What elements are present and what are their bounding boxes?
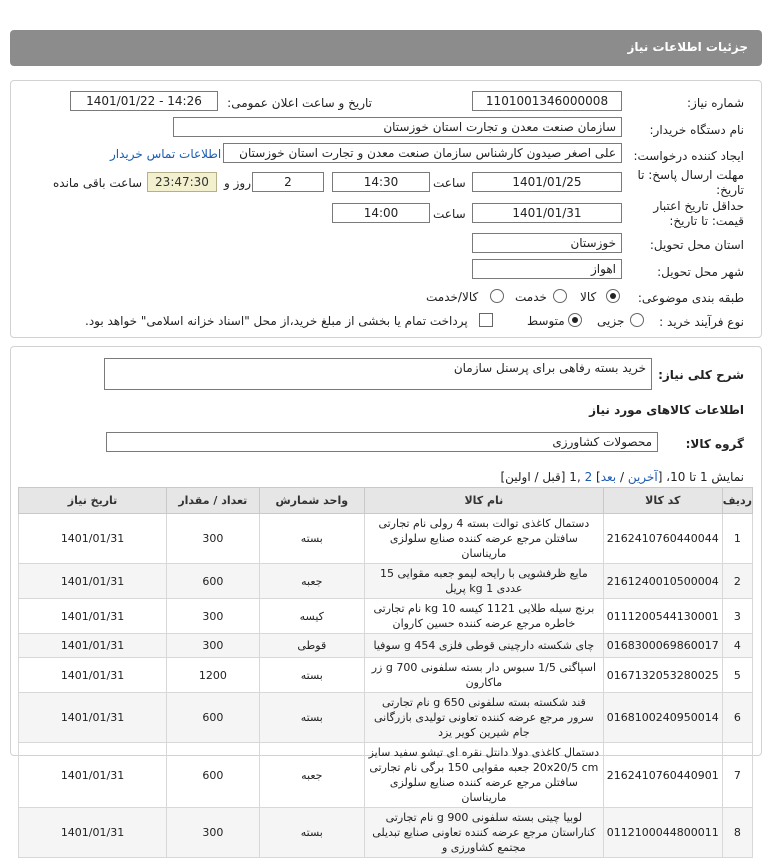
creator-label: ایجاد کننده درخواست: [633,149,744,163]
table-header-row [19,488,753,514]
need-number-label: شماره نیاز: [687,96,744,110]
cell-unit: بسته [259,658,364,693]
cell-unit: جعبه [259,564,364,599]
remaining-time-label: ساعت باقی مانده [53,176,143,190]
remaining-time-field: 23:47:30 [147,172,217,192]
cell-row: 1 [722,514,752,564]
cell-unit: بسته [259,514,364,564]
cell-row: 2 [722,564,752,599]
city-field[interactable]: اهواز [472,259,622,279]
pagination-next-link[interactable]: بعد [600,470,617,484]
treasury-note: پرداخت تمام یا بخشی از مبلغ خرید،از محل "اسناد خزانه اسلامی" خواهد بود. [85,314,468,328]
table-row[interactable] [19,564,753,599]
goods-section-title: اطلاعات کالاهای مورد نیاز [589,403,744,417]
cell-unit: قوطی [259,634,364,658]
cell-row: 6 [722,693,752,743]
cell-qty: 300 [167,634,260,658]
validity-time-label: ساعت [433,207,466,221]
pagination-tail: ,1 [قبل / اولین] [500,470,585,484]
cell-name: چای شکسته دارچینی قوطی فلزی 454 g سوفیا [364,634,603,658]
cell-qty: 600 [167,564,260,599]
table-row[interactable] [19,658,753,693]
cell-name: لوبیا چیتی بسته سلفونی 900 g نام تجارتی کناراستان مرجع عرضه کننده تعاونی صنایع تبدیلی مجتمع کشاورزی و [364,808,603,858]
header-row-number: ردیف [722,488,752,514]
announce-label: تاریخ و ساعت اعلان عمومی: [227,96,372,110]
process-option-medium: متوسط [527,314,565,328]
cell-qty: 600 [167,693,260,743]
category-radio-goods[interactable] [606,289,620,303]
cell-name: قند شکسته بسته سلفونی 650 g نام تجارتی سرور مرجع عرضه کننده تعاونی تولیدی بازرگانی جام شیرین کویر یزد [364,693,603,743]
summary-field[interactable]: خرید بسته رفاهی برای پرسنل سازمان [104,358,652,390]
cell-row: 4 [722,634,752,658]
pagination-last-link[interactable]: آخرین [627,470,658,484]
cell-code: 2162410760440901 [603,743,722,808]
cell-unit: جعبه [259,743,364,808]
process-radio-medium[interactable] [568,313,582,327]
cell-qty: 600 [167,743,260,808]
deadline-label: مهلت ارسال پاسخ: تا تاریخ: [637,168,744,197]
cell-name: برنج سیله طلایی 1121 کیسه 10 kg نام تجارتی خاطره مرجع عرضه کننده حسین کاروان [364,599,603,634]
goods-table [18,487,753,858]
cell-qty: 1200 [167,658,260,693]
buyer-field[interactable]: سازمان صنعت معدن و تجارت استان خوزستان [173,117,622,137]
group-label: گروه کالا: [685,437,744,451]
table-row[interactable] [19,808,753,858]
cell-date: 1401/01/31 [19,634,167,658]
validity-time-field[interactable]: 14:00 [332,203,430,223]
cell-code: 2162410760440044 [603,514,722,564]
process-label: نوع فرآیند خرید : [659,315,744,329]
category-option-service: خدمت [515,290,547,304]
cell-unit: بسته [259,808,364,858]
category-radio-service[interactable] [553,289,567,303]
cell-qty: 300 [167,514,260,564]
cell-date: 1401/01/31 [19,564,167,599]
page-title: جزئیات اطلاعات نیاز [627,40,748,54]
cell-date: 1401/01/31 [19,514,167,564]
group-field[interactable]: محصولات کشاورزی [106,432,658,452]
table-row[interactable] [19,599,753,634]
province-field[interactable]: خوزستان [472,233,622,253]
cell-row: 8 [722,808,752,858]
category-option-goods: کالا [580,290,597,304]
table-row[interactable] [19,743,753,808]
city-label: شهر محل تحویل: [657,265,744,279]
cell-unit: بسته [259,693,364,743]
need-number-field[interactable]: 1101001346000008 [472,91,622,111]
pagination-page-2[interactable]: 2 [584,470,593,484]
cell-name: دستمال کاغذی توالت بسته 4 رولی نام تجارتی سافتلن مرجع عرضه کننده صنایع سلولزی ماریناسان [364,514,603,564]
cell-code: 0168100240950014 [603,693,722,743]
cell-date: 1401/01/31 [19,693,167,743]
buyer-label: نام دستگاه خریدار: [649,123,744,137]
header-qty: تعداد / مقدار [167,488,260,514]
buyer-contact-link[interactable]: اطلاعات تماس خریدار [110,147,222,161]
deadline-time-field[interactable]: 14:30 [332,172,430,192]
cell-date: 1401/01/31 [19,808,167,858]
deadline-date-field[interactable]: 1401/01/25 [472,172,622,192]
treasury-checkbox[interactable] [479,313,493,327]
validity-date-field[interactable]: 1401/01/31 [472,203,622,223]
header-code: کد کالا [603,488,722,514]
creator-field[interactable]: علی اصغر صیدون کارشناس سازمان صنعت معدن و تجارت استان خوزستان [223,143,622,163]
pagination: نمایش 1 تا 10، [آخرین / بعد] 2 ,1 [قبل / اولین] [500,470,744,484]
cell-name: مایع ظرفشویی با رایحه لیمو جعبه مقوایی 15 عددی 1 kg پریل [364,564,603,599]
pagination-sep: / [616,470,628,484]
process-radio-minor[interactable] [630,313,644,327]
cell-unit: کیسه [259,599,364,634]
cell-row: 3 [722,599,752,634]
deadline-time-label: ساعت [433,176,466,190]
cell-qty: 300 [167,599,260,634]
table-row[interactable] [19,634,753,658]
header-unit: واحد شمارش [259,488,364,514]
cell-code: 2161240010500004 [603,564,722,599]
cell-code: 0112100044800011 [603,808,722,858]
category-radio-goods-service[interactable] [490,289,504,303]
category-label: طبقه بندی موضوعی: [637,291,744,305]
deadline-days-label: روز و [224,176,251,190]
summary-label: شرح کلی نیاز: [658,368,744,382]
cell-code: 0111200544130001 [603,599,722,634]
cell-name: دستمال کاغذی دولا دانتل نقره ای تیشو سفید سایز 20x20/5 cm جعبه مقوایی 150 برگی نام تجارتی سافتلن مرجع عرضه کننده صنایع سلولزی ماریناسان [364,743,603,808]
cell-date: 1401/01/31 [19,658,167,693]
header-name: نام کالا [364,488,603,514]
province-label: استان محل تحویل: [649,238,744,252]
process-option-minor: جزیی [597,314,625,328]
cell-qty: 300 [167,808,260,858]
deadline-days-field[interactable]: 2 [252,172,324,192]
header-date: تاریخ نیاز [19,488,167,514]
cell-date: 1401/01/31 [19,599,167,634]
cell-date: 1401/01/31 [19,743,167,808]
cell-row: 7 [722,743,752,808]
cell-code: 0168300069860017 [603,634,722,658]
table-row[interactable] [19,693,753,743]
cell-row: 5 [722,658,752,693]
page-header [10,30,762,66]
validity-label: حداقل تاریخ اعتبار قیمت: تا تاریخ: [653,199,744,228]
cell-code: 0167132053280025 [603,658,722,693]
pagination-text: نمایش 1 تا 10، [ [657,470,744,484]
cell-name: اسپاگتی 1/5 سبوس دار بسته سلفونی 700 g زر ماکارون [364,658,603,693]
table-row[interactable] [19,514,753,564]
announce-field[interactable]: 1401/01/22 - 14:26 [70,91,218,111]
category-option-goods-service: کالا/خدمت [426,290,479,304]
